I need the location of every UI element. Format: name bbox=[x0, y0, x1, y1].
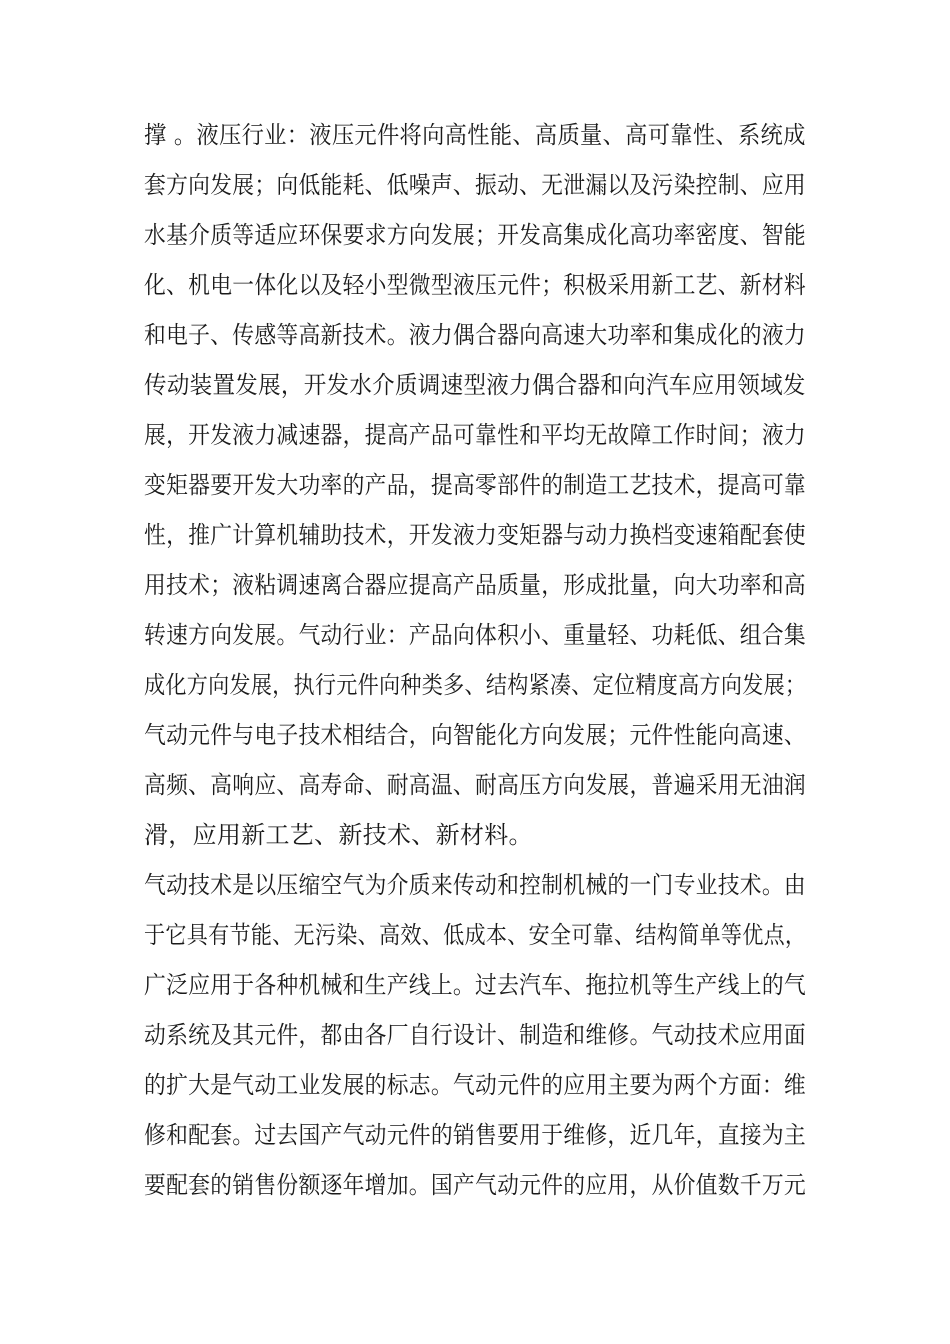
text-line: 化、机电一体化以及轻小型微型液压元件；积极采用新工艺、新材料 bbox=[144, 271, 807, 299]
text-line: 气动技术是以压缩空气为介质来传动和控制机械的一门专业技术。由 bbox=[144, 871, 807, 899]
text-line: 修和配套。过去国产气动元件的销售要用于维修，近几年，直接为主 bbox=[144, 1121, 807, 1149]
text-line: 撑 。液压行业：液压元件将向高性能、高质量、高可靠性、系统成 bbox=[144, 121, 806, 149]
text-line: 和电子、传感等高新技术。液力偶合器向高速大功率和集成化的液力 bbox=[144, 321, 807, 349]
text-line: 展，开发液力减速器，提高产品可靠性和平均无故障工作时间；液力 bbox=[144, 421, 807, 449]
text-line: 动系统及其元件，都由各厂自行设计、制造和维修。气动技术应用面 bbox=[144, 1021, 807, 1049]
text-line: 水基介质等适应环保要求方向发展；开发高集成化高功率密度、智能 bbox=[144, 221, 807, 249]
text-line: 性，推广计算机辅助技术，开发液力变矩器与动力换档变速箱配套使 bbox=[144, 521, 807, 549]
text-line: 于它具有节能、无污染、高效、低成本、安全可靠、结构简单等优点， bbox=[144, 921, 807, 949]
text-line: 滑，应用新工艺、新技术、新材料。 bbox=[144, 821, 533, 849]
text-line: 传动装置发展，开发水介质调速型液力偶合器和向汽车应用领域发 bbox=[144, 371, 806, 399]
text-line: 要配套的销售份额逐年增加。国产气动元件的应用，从价值数千万元 bbox=[144, 1171, 807, 1199]
text-line: 高频、高响应、高寿命、耐高温、耐高压方向发展，普遍采用无油润 bbox=[144, 771, 807, 799]
text-line: 气动元件与电子技术相结合，向智能化方向发展；元件性能向高速、 bbox=[144, 721, 807, 749]
text-line: 广泛应用于各种机械和生产线上。过去汽车、拖拉机等生产线上的气 bbox=[144, 971, 807, 999]
text-line: 用技术；液粘调速离合器应提高产品质量，形成批量，向大功率和高 bbox=[144, 571, 807, 599]
text-line: 的扩大是气动工业发展的标志。气动元件的应用主要为两个方面：维 bbox=[144, 1071, 807, 1099]
text-line: 转速方向发展。气动行业：产品向体积小、重量轻、功耗低、组合集 bbox=[144, 621, 807, 649]
text-line: 成化方向发展，执行元件向种类多、结构紧凑、定位精度高方向发展； bbox=[144, 671, 807, 699]
text-line: 变矩器要开发大功率的产品，提高零部件的制造工艺技术，提高可靠 bbox=[144, 471, 807, 499]
text-line: 套方向发展；向低能耗、低噪声、振动、无泄漏以及污染控制、应用 bbox=[144, 171, 807, 199]
